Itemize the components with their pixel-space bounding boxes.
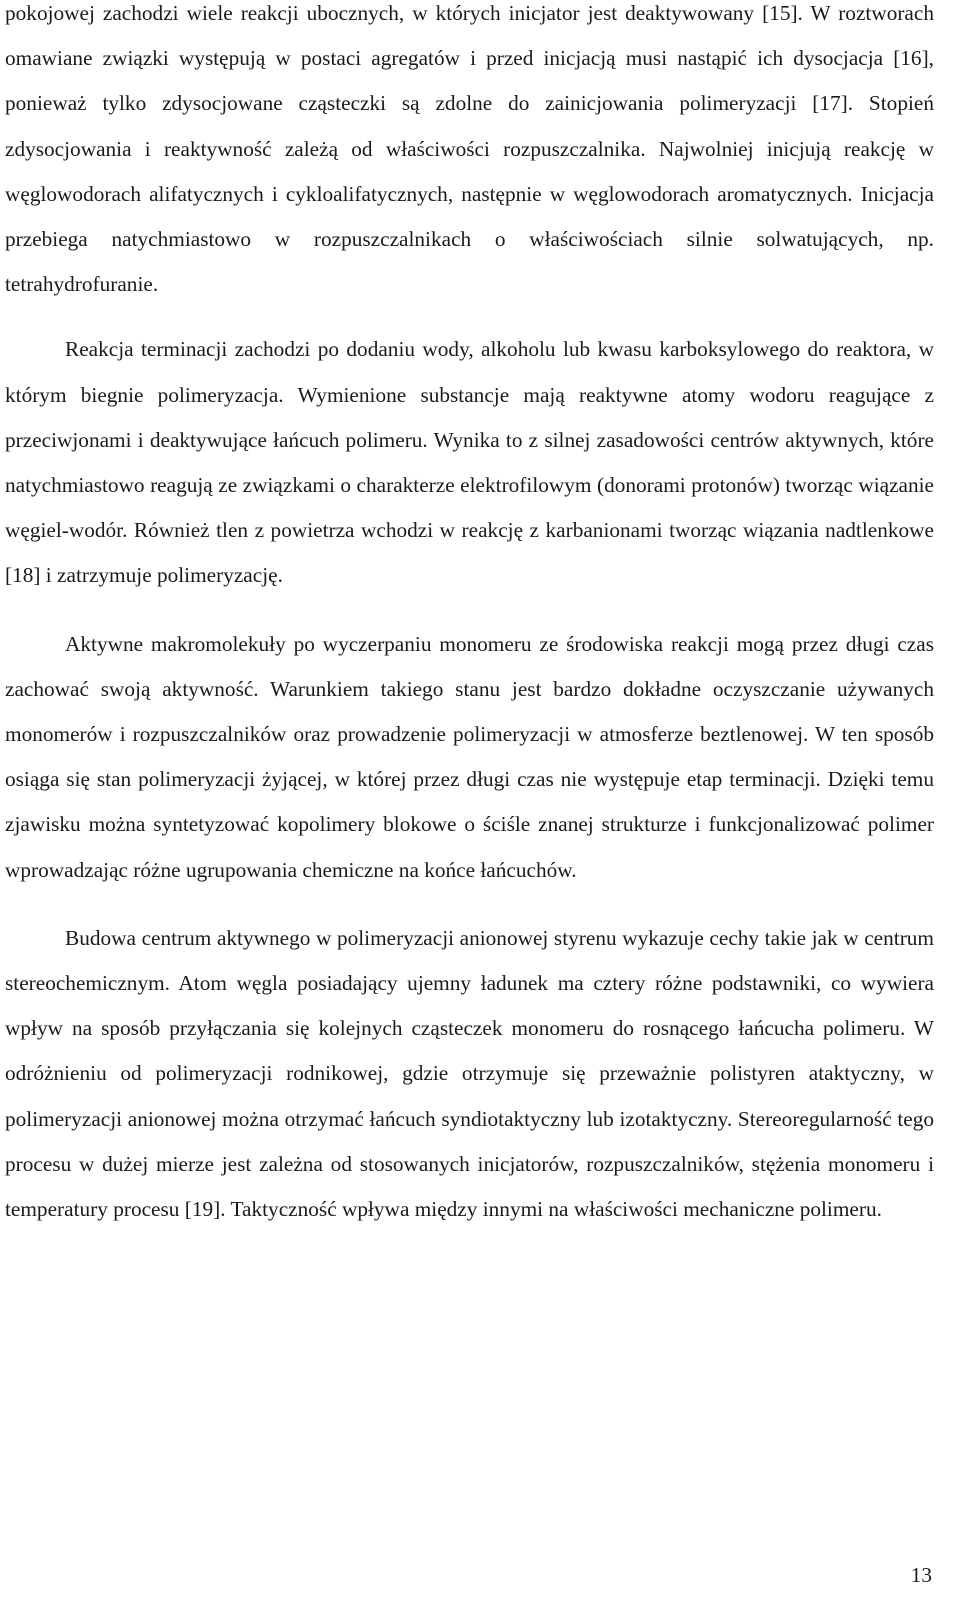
paragraph-continuation: pokojowej zachodzi wiele reakcji ubocznych, w których inicjator jest deaktywowany [15]. W roztworach omawiane związki występują w postaci agregatów i przed inicjacją musi nastąpić ich dysocjacja [16], ponieważ tylko zdysocjowane cząsteczki są zdolne do zainicjowania polimeryzacji [17]. Stopień zdysocjowania i reaktywność zależą od właściwości rozpuszczalnika. Najwolniej inicjują reakcję w węglowodorach alifatycznych i cykloalifatycznych, następnie w węglowodorach aromatycznych. Inicjacja przebiega natychmiastowo w rozpuszczalnikach o właściwościach silnie solwatujących, np. tetrahydrofuranie. — [5, 1, 934, 297]
document-page — [5, 0, 934, 1232]
paragraph-active-center: Budowa centrum aktywnego w polimeryzacji anionowej styrenu wykazuje cechy takie jak w centrum stereochemicznym. Atom węgla posiadający ujemny ładunek ma cztery różne podstawniki, co wywiera wpływ na sposób przyłączania się kolejnych cząsteczek monomeru do rosnącego łańcucha polimeru. W odróżnieniu od polimeryzacji rodnikowej, gdzie otrzymuje się przeważnie polistyren ataktyczny, w polimeryzacji anionowej można otrzymać łańcuch syndiotaktyczny lub izotaktyczny. Stereoregularność tego procesu w dużej mierze jest zależna od stosowanych inicjatorów, rozpuszczalników, stężenia monomeru i temperatury procesu [19]. Taktyczność wpływa między innymi na właściwości mechaniczne polimeru. — [5, 925, 934, 1222]
page-number: 13 — [910, 1563, 932, 1587]
paragraph-termination: Reakcja terminacji zachodzi po dodaniu wody, alkoholu lub kwasu karboksylowego do reaktora, w którym biegnie polimeryzacja. Wymienione substancje mają reaktywne atomy wodoru reagujące z przeciwjonami i deaktywujące łańcuch polimeru. Wynika to z silnej zasadowości centrów aktywnych, które natychmiastowo reagują ze związkami o charakterze elektrofilowym (donorami protonów) tworząc wiązanie węgiel-wodór. Również tlen z powietrza wchodzi w reakcję z karbanionami tworząc wiązania nadtlenkowe [18] i zatrzymuje polimeryzację. — [5, 337, 934, 588]
paragraph-living-polymerization: Aktywne makromolekuły po wyczerpaniu monomeru ze środowiska reakcji mogą przez długi czas zachować swoją aktywność. Warunkiem takiego stanu jest bardzo dokładne oczyszczanie używanych monomerów i rozpuszczalników oraz prowadzenie polimeryzacji w atmosferze beztlenowej. W ten sposób osiąga się stan polimeryzacji żyjącej, w której przez długi czas nie występuje etap terminacji. Dzięki temu zjawisku można syntetyzować kopolimery blokowe o ściśle znanej strukturze i funkcjonalizować polimer wprowadzając różne ugrupowania chemiczne na końce łańcuchów. — [5, 631, 934, 882]
